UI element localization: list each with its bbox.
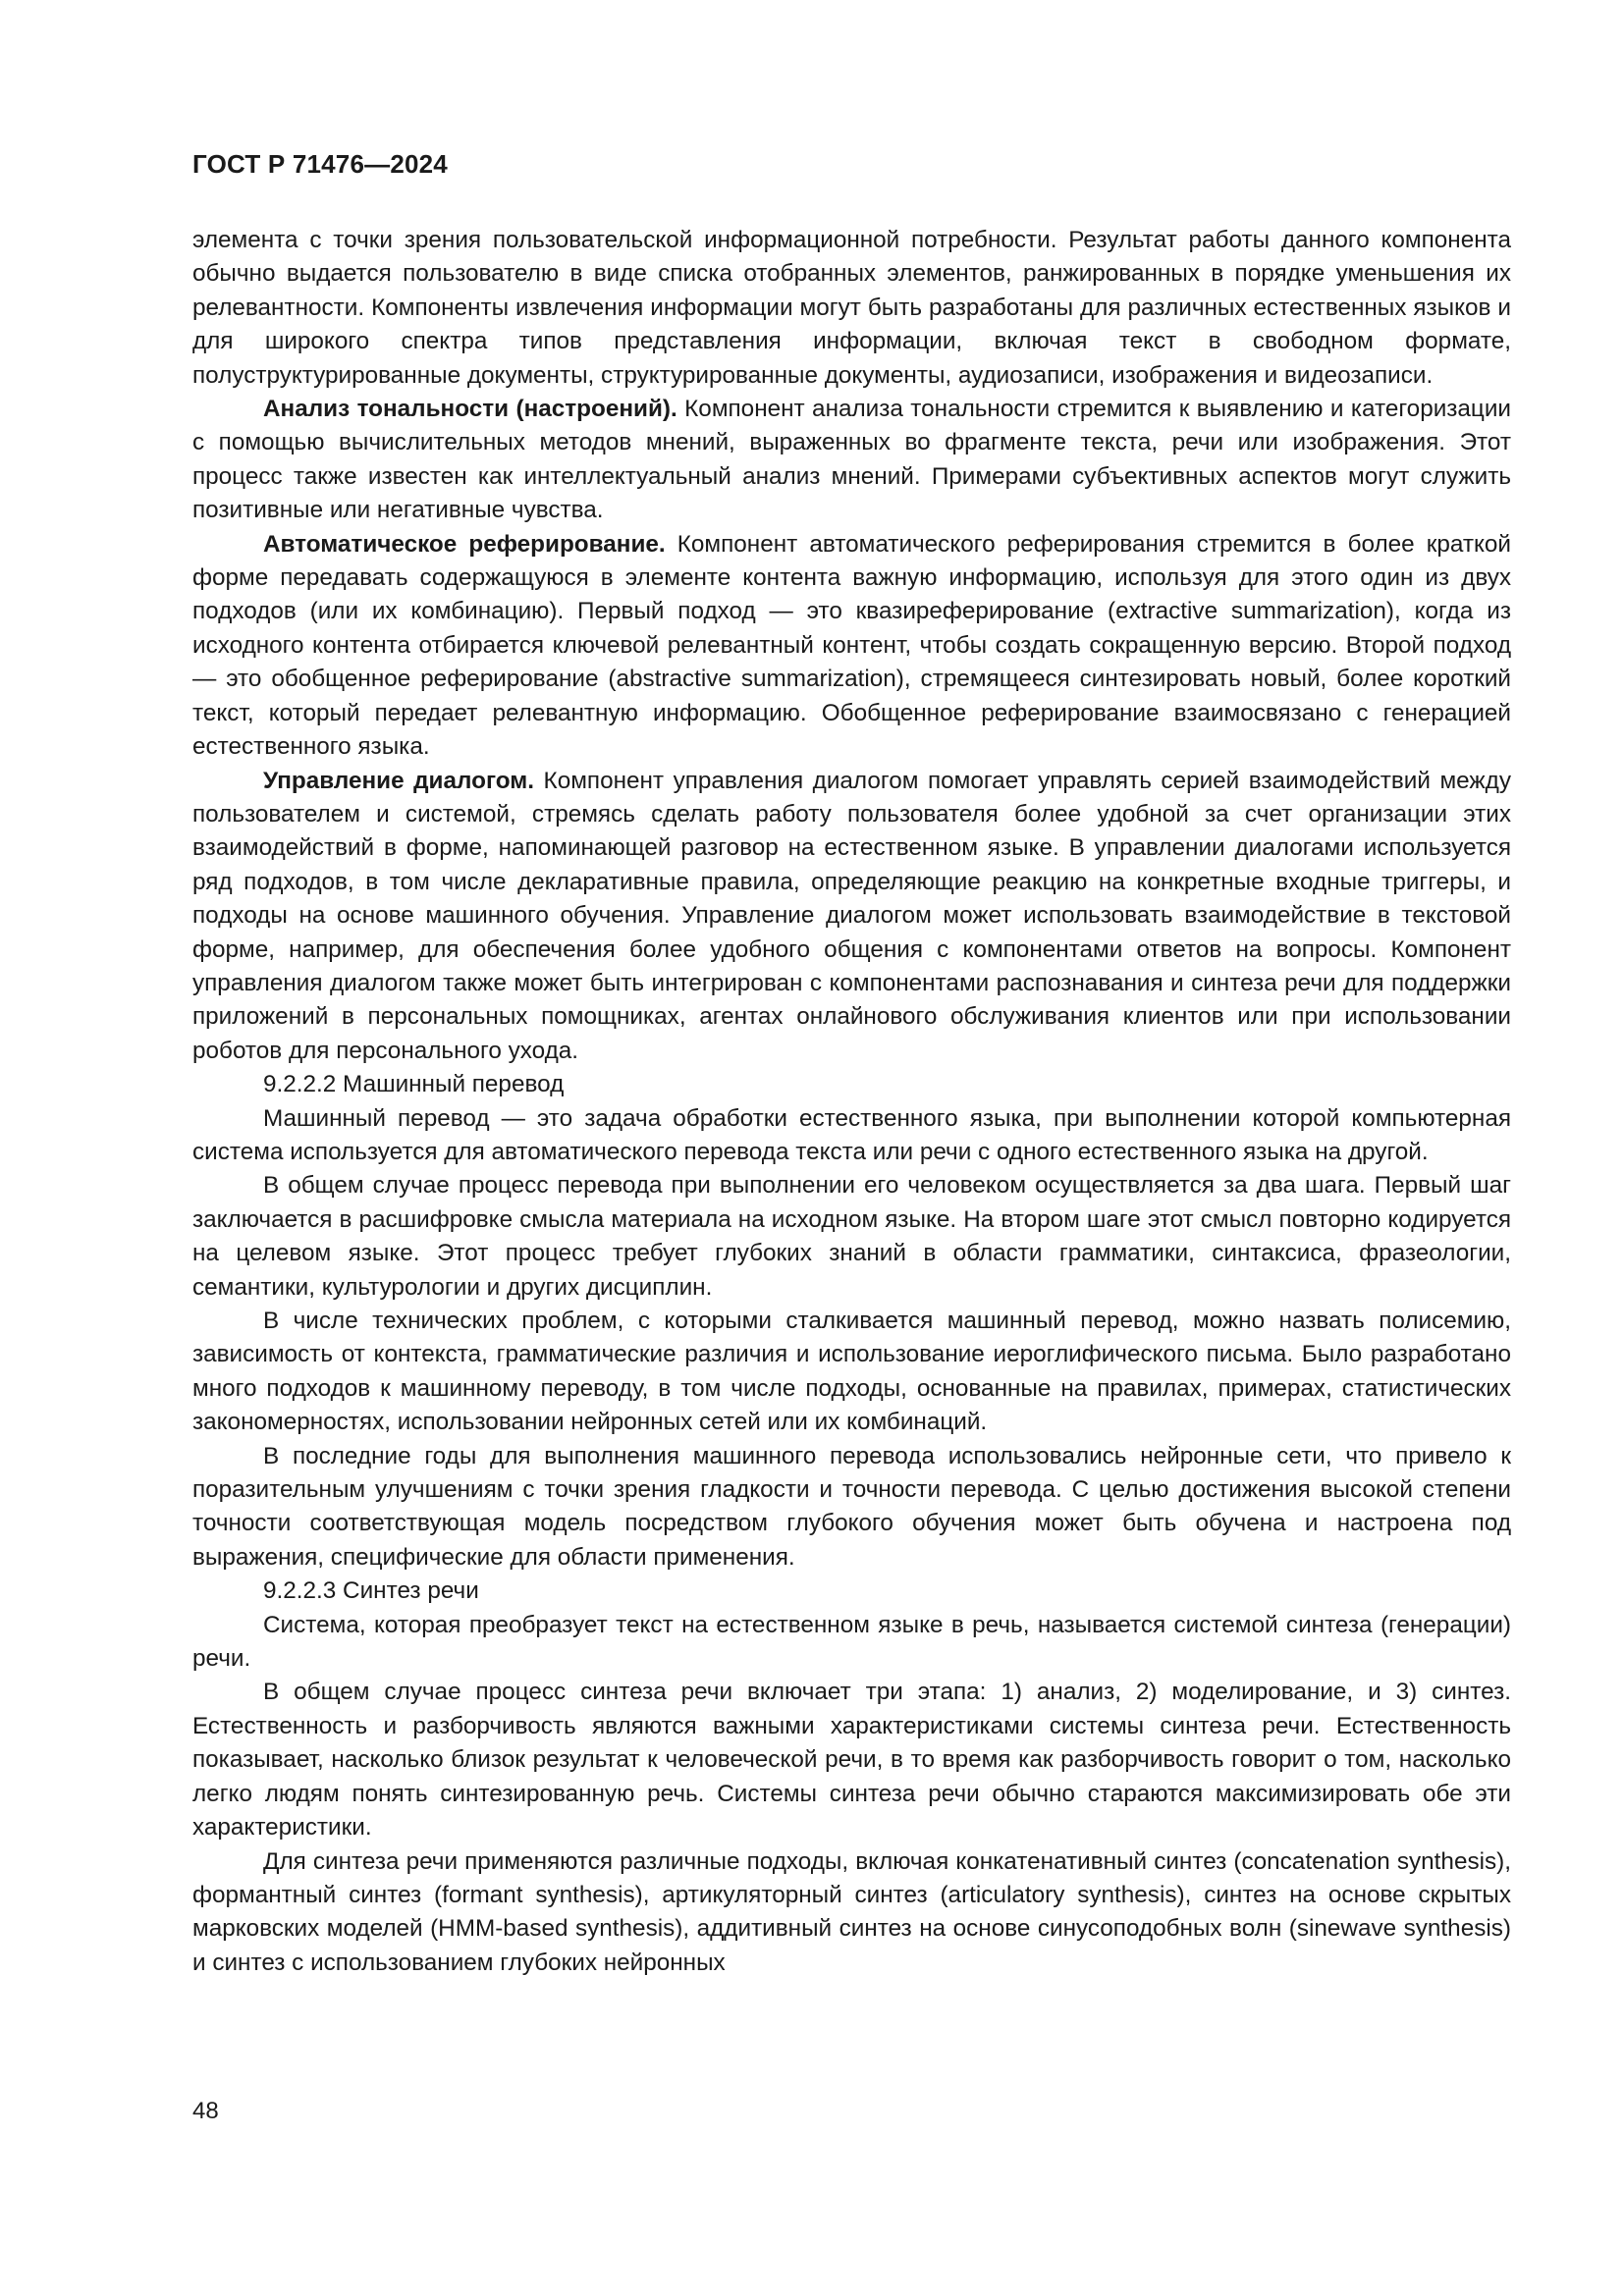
paragraph-term: Управление диалогом.	[263, 767, 534, 794]
section-heading-text: 9.2.2.2 Машинный перевод	[263, 1071, 565, 1098]
paragraph-text: элемента с точки зрения пользовательской информационной потребности. Результат работы данного компонента обычно выдается пользователю в виде списка отобранных элементов, ранжированных в порядке уменьшения их релевантности. Компоненты извлечения информации могут быть разработаны для различных естественных языков и для широкого спектра типов представления информации, включая текст в свободном формате, полуструктурированные документы, структурированные документы, аудиозаписи, изображения и видеозаписи.	[192, 227, 1511, 389]
paragraph	[192, 1609, 1511, 1677]
section-heading-text: 9.2.2.3 Синтез речи	[263, 1577, 479, 1605]
paragraph-text: Компонент автоматического реферирования стремится в более краткой форме передавать содержащуюся в элементе контента важную информацию, используя для этого один из двух подходов (или их комбинацию). Первый подход — это квазиреферирование (extractive summarization), когда из исходного контента отбирается ключевой релевантный контент, чтобы создать сокращенную версию. Второй подход — это обобщенное реферирование (abstractive summarization), стремящееся синтезировать новый, более короткий текст, который передает релевантную информацию. Обобщенное реферирование взаимосвязано с генерацией естественного языка.	[192, 530, 1512, 761]
section-heading-machine-translation	[192, 1068, 1511, 1101]
paragraph-text: Компонент управления диалогом помогает управлять серией взаимодействий между пользователем и системой, стремясь сделать работу пользователя более удобной за счет организации этих взаимодействий в форме, напоминающей разговор на естественном языке. В управлении диалогами используется ряд подходов, в том числе декларативные правила, определяющие реакцию на конкретные входные триггеры, и подходы на основе машинного обучения. Управление диалогом может использовать взаимодействие в текстовой форме, например, для обеспечения более удобного общения с компонентами ответов на вопросы. Компонент управления диалогом также может быть интегрирован с компонентами распознавания и синтеза речи для поддержки приложений в персональных помощниках, агентах онлайнового обслуживания клиентов или при использовании роботов для персонального ухода.	[192, 767, 1511, 1064]
page-number: 48	[192, 2098, 219, 2124]
section-heading-speech-synthesis	[192, 1575, 1511, 1608]
paragraph-term: Автоматическое реферирование.	[263, 530, 666, 558]
paragraph	[192, 1169, 1511, 1305]
paragraph-text: В числе технических проблем, с которыми сталкивается машинный перевод, можно назвать полисемию, зависимость от контекста, грамматические различия и использование иероглифического письма. Было разработано много подходов к машинному переводу, в том числе подходы, основанные на правилах, примерах, статистических закономерностях, использовании нейронных сетей или их комбинаций.	[192, 1308, 1511, 1436]
paragraph	[192, 1676, 1511, 1844]
paragraph-text: В общем случае процесс перевода при выполнении его человеком осуществляется за два шага. Первый шаг заключается в расшифровке смысла материала на исходном языке. На втором шаге этот смысл повторно кодируется на целевом языке. Этот процесс требует глубоких знаний в области грамматики, синтаксиса, фразеологии, семантики, культурологии и других дисциплин.	[192, 1172, 1511, 1301]
paragraph-term: Анализ тональности (настроений).	[263, 396, 677, 423]
paragraph-continuation	[192, 224, 1511, 393]
paragraph-text: Система, которая преобразует текст на естественном языке в речь, называется системой синтеза (генерации) речи.	[192, 1611, 1511, 1673]
paragraph	[192, 1102, 1511, 1170]
paragraph	[192, 1305, 1511, 1440]
paragraph-text: В последние годы для выполнения машинного перевода использовались нейронные сети, что привело к поразительным улучшениям с точки зрения гладкости и точности перевода. С целью достижения высокой степени точности соответствующая модель посредством глубокого обучения может быть обучена и настроена под выражения, специфические для области применения.	[192, 1442, 1511, 1571]
paragraph-text: Для синтеза речи применяются различные подходы, включая конкатенативный синтез (concatenation synthesis), формантный синтез (formant synthesis), артикуляторный синтез (articulatory synthesis), синтез на основе скрытых марковских моделей (HMM-based synthesis), аддитивный синтез на основе синусоподобных волн (sinewave synthesis) и синтез с использованием глубоких нейронных	[192, 1847, 1511, 1976]
body-text	[192, 224, 1511, 1980]
paragraph	[192, 1440, 1511, 1575]
paragraph	[192, 1845, 1511, 1981]
paragraph-text: Компонент анализа тональности стремится к выявлению и категоризации с помощью вычислительных методов мнений, выраженных во фрагменте текста, речи или изображения. Этот процесс также известен как интеллектуальный анализ мнений. Примерами субъективных аспектов могут служить позитивные или негативные чувства.	[192, 396, 1511, 524]
paragraph-text: В общем случае процесс синтеза речи включает три этапа: 1) анализ, 2) моделирование, и 3) синтез. Естественность и разборчивость являются важными характеристиками системы синтеза речи. Естественность показывает, насколько близок результат к человеческой речи, в то время как разборчивость говорит о том, насколько легко людям понять синтезированную речь. Системы синтеза речи обычно стараются максимизировать обе эти характеристики.	[192, 1679, 1511, 1842]
document-header: ГОСТ Р 71476—2024	[192, 149, 448, 179]
paragraph-auto-summarization	[192, 528, 1511, 765]
paragraph-sentiment-analysis	[192, 393, 1511, 528]
paragraph-dialog-management	[192, 765, 1511, 1069]
paragraph-text: Машинный перевод — это задача обработки естественного языка, при выполнении которой компьютерная система используется для автоматического перевода текста или речи с одного естественного языка на другой.	[192, 1104, 1511, 1165]
